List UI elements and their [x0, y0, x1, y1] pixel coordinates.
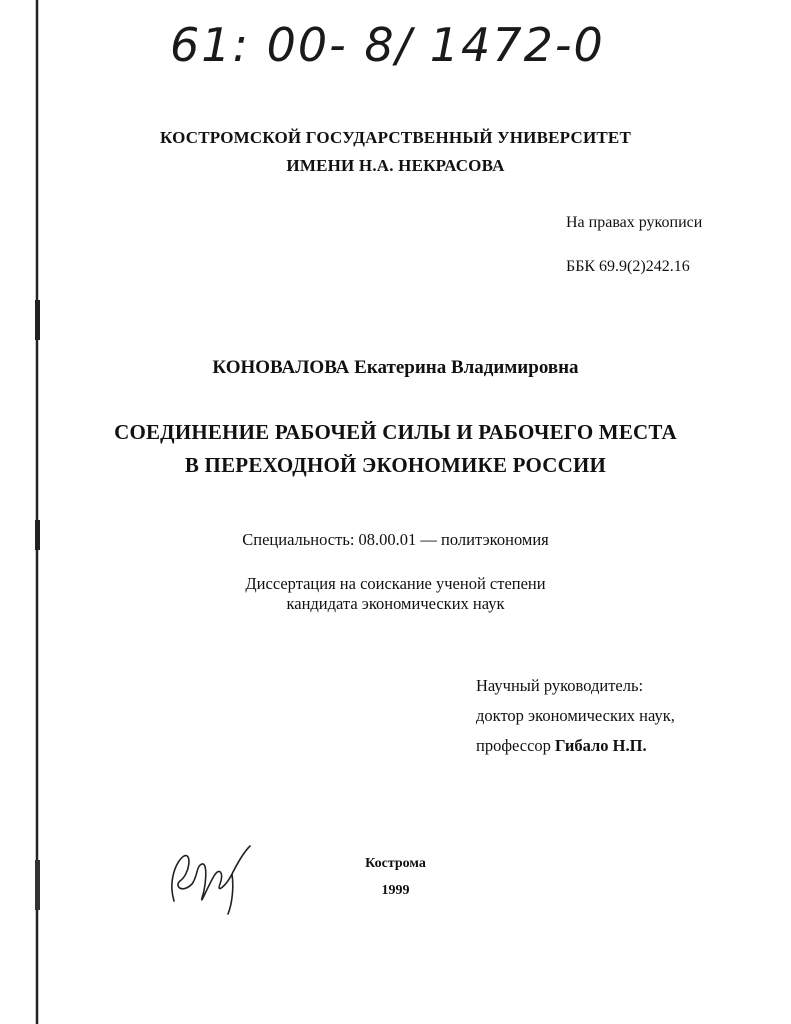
author-name — [0, 357, 791, 379]
supervisor-title: профессор — [476, 736, 551, 755]
bbk-code: ББК 69.9(2)242.16 — [566, 258, 690, 275]
specialty: Специальность: 08.00.01 — политэкономия — [242, 530, 549, 549]
supervisor-degree: доктор экономических наук, — [476, 706, 675, 725]
city: Кострома — [365, 856, 426, 871]
handwritten-catalog-number: 61: 00- 8/ 1472-0 — [170, 18, 605, 72]
dissertation-degree-line2: кандидата экономических наук — [286, 594, 505, 613]
university-name-line2: ИМЕНИ Н.А. НЕКРАСОВА — [286, 156, 505, 175]
dissertation-title-line2: В ПЕРЕХОДНОЙ ЭКОНОМИКЕ РОССИИ — [184, 453, 607, 477]
year: 1999 — [381, 883, 410, 898]
dissertation-title-line1: СОЕДИНЕНИЕ РАБОЧЕЙ СИЛЫ И РАБОЧЕГО МЕСТА — [114, 420, 677, 444]
author-given-names: Екатерина Владимировна — [354, 357, 579, 378]
supervisor-label: Научный руководитель: — [476, 676, 644, 695]
author-surname: КОНОВАЛОВА — [212, 357, 350, 378]
manuscript-note: На правах рукописи — [566, 214, 703, 231]
supervisor-name: Гибало Н.П. — [555, 736, 647, 755]
dissertation-degree-line1: Диссертация на соискание ученой степени — [245, 574, 546, 593]
university-name-line1: КОСТРОМСКОЙ ГОСУДАРСТВЕННЫЙ УНИВЕРСИТЕТ — [160, 128, 631, 147]
supervisor-name-line — [476, 736, 647, 756]
